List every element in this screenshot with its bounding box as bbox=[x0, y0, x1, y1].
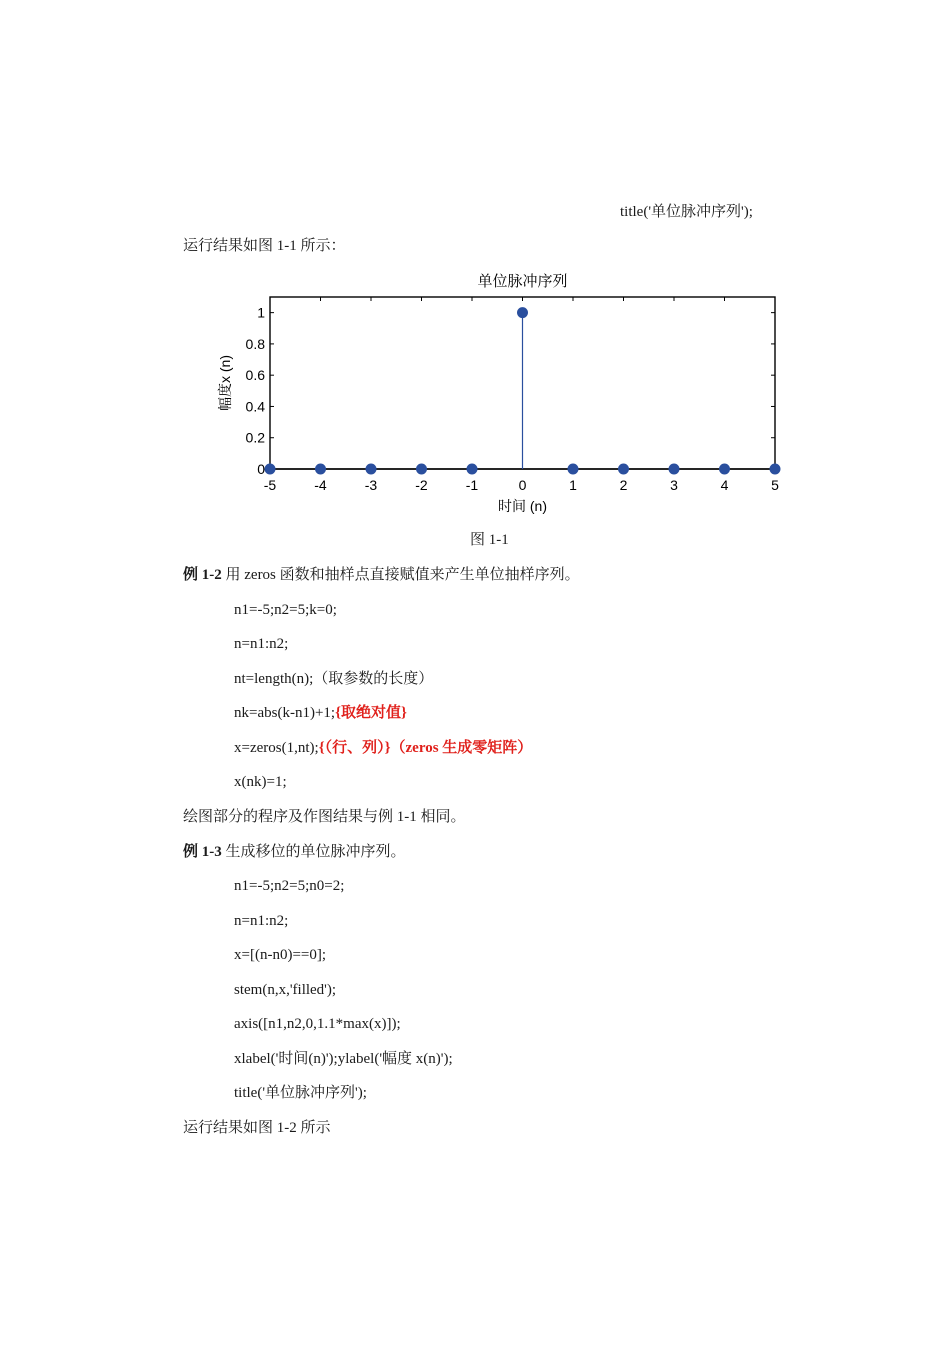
stem-marker bbox=[366, 464, 376, 474]
intro-text: 运行结果如图 1-1 所示： bbox=[183, 238, 346, 254]
x-tick-label: -4 bbox=[314, 477, 327, 493]
y-tick-label: 1 bbox=[257, 304, 265, 321]
code-line: n1=-5;n2=5;k=0; bbox=[234, 602, 337, 618]
example3-after: 运行结果如图 1-2 所示 bbox=[183, 1120, 331, 1136]
nk-code: nk=abs(k-n1)+1; bbox=[234, 705, 336, 721]
stem-marker bbox=[265, 464, 275, 474]
code-line: n=n1:n2; bbox=[234, 636, 289, 652]
stem-marker bbox=[720, 464, 730, 474]
x-tick-label: -1 bbox=[465, 477, 479, 493]
stem-marker bbox=[467, 464, 477, 474]
x-tick-label: 1 bbox=[569, 477, 577, 493]
example3-heading: 例 1-3 bbox=[183, 844, 222, 860]
code-line: x(nk)=1; bbox=[234, 774, 287, 790]
example2-desc: 用 zeros 函数和抽样点直接赋值来产生单位抽样序列。 bbox=[225, 567, 580, 583]
stem-marker bbox=[770, 464, 780, 474]
example3-desc: 生成移位的单位脉冲序列。 bbox=[225, 844, 406, 860]
x-axis-label: 时间 (n) bbox=[498, 498, 547, 514]
stem-marker bbox=[619, 464, 629, 474]
x-tick-label: -3 bbox=[364, 477, 378, 493]
code-line: n=n1:n2; bbox=[234, 913, 289, 929]
code-line: xlabel('时间(n)');ylabel('幅度 x(n)'); bbox=[234, 1051, 453, 1067]
y-axis-label: 幅度x (n) bbox=[217, 355, 233, 411]
x-tick-label: 0 bbox=[518, 477, 527, 493]
x-code: x=zeros(1,nt); bbox=[234, 740, 319, 756]
figure-caption: 图 1-1 bbox=[470, 532, 509, 548]
stem-marker bbox=[568, 464, 578, 474]
code-line: stem(n,x,'filled'); bbox=[234, 982, 337, 998]
stem-marker bbox=[518, 308, 528, 318]
x-tick-label: 5 bbox=[771, 477, 779, 493]
example2-title bbox=[183, 565, 580, 585]
code-line: n1=-5;n2=5;n0=2; bbox=[234, 878, 345, 894]
y-tick-label: 0.4 bbox=[245, 398, 265, 415]
top-code-line: title('单位脉冲序列'); bbox=[620, 204, 753, 220]
stem-marker bbox=[316, 464, 326, 474]
code-line bbox=[234, 738, 532, 758]
y-tick-label: 0.6 bbox=[245, 367, 265, 384]
x-tick-label: -2 bbox=[415, 477, 428, 493]
chart-title: 单位脉冲序列 bbox=[477, 273, 568, 290]
stem-chart bbox=[205, 262, 795, 522]
code-line: nt=length(n);（取参数的长度） bbox=[234, 671, 434, 687]
nk-note: {取绝对值} bbox=[335, 705, 407, 721]
y-tick-label: 0.2 bbox=[245, 429, 265, 446]
code-line: axis([n1,n2,0,1.1*max(x)]); bbox=[234, 1016, 401, 1032]
code-line bbox=[234, 703, 407, 723]
x-tick-label: 2 bbox=[619, 477, 628, 493]
example2-heading: 例 1-2 bbox=[183, 567, 222, 583]
x-tick-label: 3 bbox=[670, 477, 678, 493]
code-line: x=[(n-n0)==0]; bbox=[234, 947, 327, 963]
x-note: {（行、列）}（zeros 生成零矩阵） bbox=[318, 740, 533, 756]
y-tick-label: 0.8 bbox=[245, 335, 265, 352]
example3-title bbox=[183, 842, 406, 862]
stem-marker bbox=[669, 464, 679, 474]
y-tick-label: 0 bbox=[257, 461, 265, 477]
code-line: title('单位脉冲序列'); bbox=[234, 1085, 367, 1101]
x-tick-label: -5 bbox=[263, 477, 277, 493]
stem-marker bbox=[417, 464, 427, 474]
x-tick-label: 4 bbox=[720, 477, 729, 493]
example2-after: 绘图部分的程序及作图结果与例 1-1 相同。 bbox=[183, 809, 466, 825]
